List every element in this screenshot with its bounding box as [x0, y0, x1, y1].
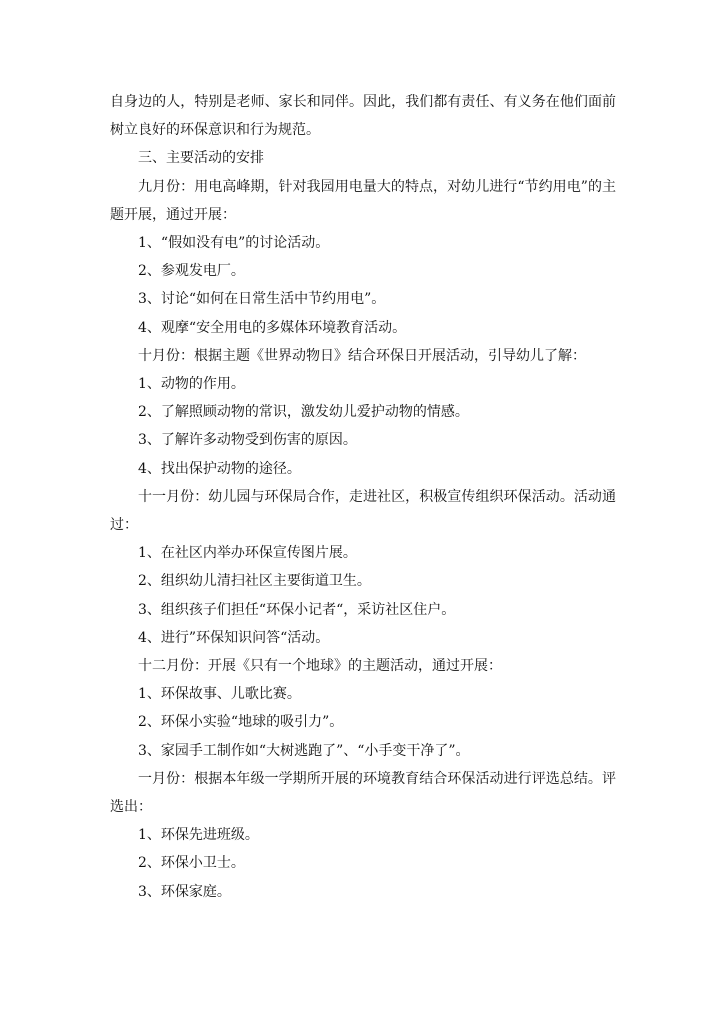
document-body [110, 88, 616, 906]
list-item: 4、观摩“安全用电的多媒体环境教育活动。 [138, 319, 407, 336]
paragraph-october: 十月份：根据主题《世界动物日》结合环保日开展活动，引导幼儿了解： [138, 347, 586, 364]
paragraph-september: 九月份：用电高峰期，针对我园用电量大的特点，对幼儿进行“节约用电”的主题开展，通过开展： [110, 178, 616, 223]
list-item: 3、讨论“如何在日常生活中节约用电”。 [138, 291, 386, 308]
list-item: 2、组织幼儿清扫社区主要街道卫生。 [138, 573, 371, 590]
list-item: 3、了解许多动物受到伤害的原因。 [138, 432, 357, 449]
list-item: 4、找出保护动物的途径。 [138, 460, 301, 477]
list-item: 1、在社区内举办环保宣传图片展。 [138, 545, 357, 562]
paragraph-november: 十一月份：幼儿园与环保局合作，走进社区，积极宣传组织环保活动。活动通过： [110, 488, 616, 534]
paragraph-december: 十二月份：开展《只有一个地球》的主题活动，通过开展： [138, 658, 502, 675]
paragraph: 自身边的人，特别是老师、家长和同伴。因此，我们都有责任、有义务在他们面前树立良好的环保意识和行为规范。 [110, 94, 616, 139]
list-item: 1、动物的作用。 [138, 376, 245, 393]
section-heading: 三、主要活动的安排 [138, 150, 264, 167]
list-item: 1、环保故事、儿歌比赛。 [138, 686, 301, 703]
list-item: 2、环保小实验“地球的吸引力”。 [138, 714, 344, 731]
list-item: 4、进行”环保知识问答“活动。 [138, 629, 330, 646]
list-item: 1、环保先进班级。 [138, 827, 259, 844]
list-item: 2、环保小卫士。 [138, 855, 245, 872]
list-item: 3、环保家庭。 [138, 883, 231, 900]
list-item: 1、“假如没有电”的讨论活动。 [138, 235, 330, 252]
list-item: 3、组织孩子们担任“环保小记者“，采访社区住户。 [138, 601, 456, 618]
list-item: 3、家园手工制作如“大树逃跑了”、“小手变干净了”。 [138, 742, 470, 759]
list-item: 2、了解照顾动物的常识，激发幼儿爱护动物的情感。 [138, 404, 469, 421]
paragraph-january: 一月份：根据本年级一学期所开展的环境教育结合环保活动进行评选总结。评选出： [110, 770, 616, 816]
list-item: 2、参观发电厂。 [138, 263, 245, 280]
